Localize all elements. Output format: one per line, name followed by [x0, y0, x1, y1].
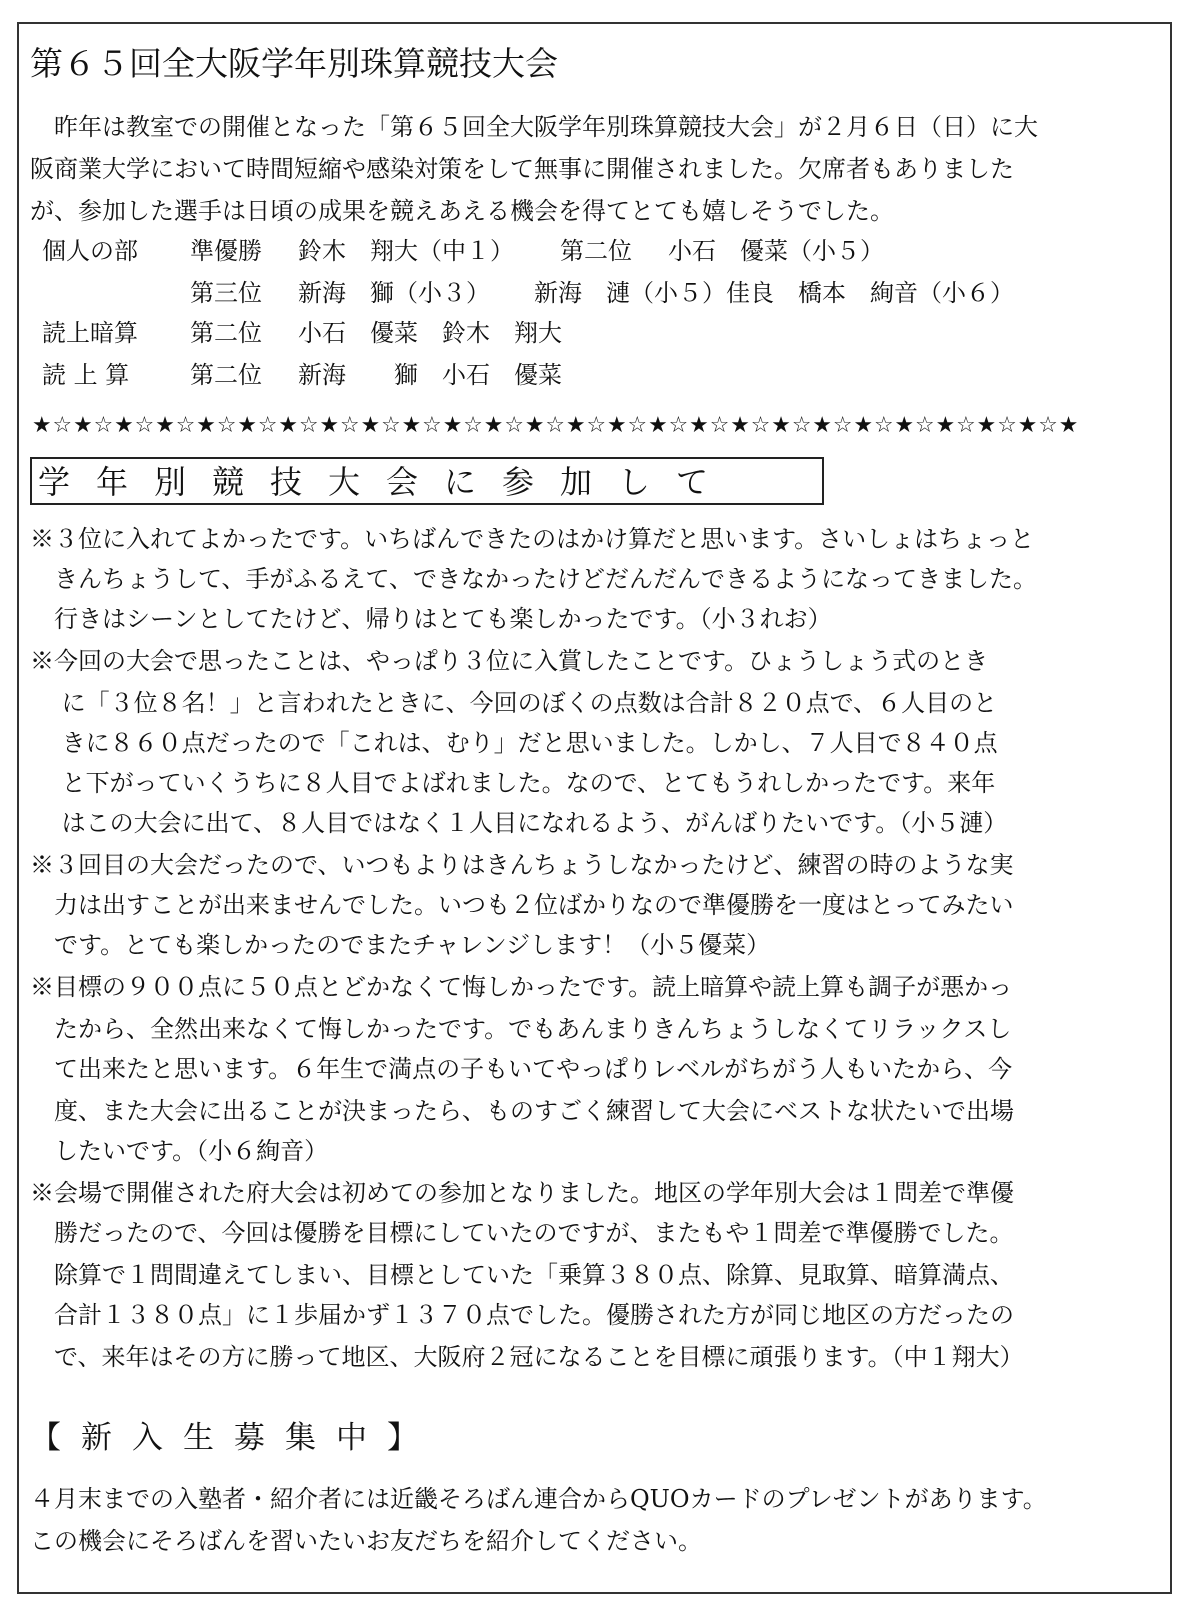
- yomiage-label: 読 上 算: [42, 361, 130, 389]
- comment-line: はこの大会に出て、８人目ではなく１人目になれるよう、がんばりたいです。（小５漣）: [30, 809, 1008, 837]
- anzan-rank: 第二位: [190, 319, 262, 347]
- comment-line: で、来年はその方に勝って地区、大阪府２冠になることを目標に頑張ります。（中１翔大）: [30, 1343, 1024, 1371]
- intro-line-3: が、参加した選手は日頃の成果を競えあえる機会を得てとても嬉しそうでした。: [30, 197, 894, 225]
- comment-line: ※３回目の大会だったので、いつもよりはきんちょうしなかったけど、練習の時のような実: [30, 851, 1014, 879]
- comment-line: に「３位８名！」と言われたときに、今回のぼくの点数は合計８２０点で、６人目のと: [30, 689, 998, 717]
- recruit-line-1: ４月末までの入塾者・紹介者には近畿そろばん連合からQUOカードのプレゼントがあります。: [30, 1485, 1047, 1513]
- comment-line: です。とても楽しかったのでまたチャレンジします！（小５優菜）: [30, 931, 771, 959]
- yomiage-names: 新海 獅 小石 優菜: [298, 361, 562, 389]
- comment-line: したいです。（小６絢音）: [30, 1137, 329, 1165]
- individual-label: 個人の部: [42, 237, 138, 265]
- section-heading: 学年別競技大会に参加して: [38, 463, 735, 501]
- intro-line-2: 阪商業大学において時間短縮や感染対策をして無事に開催されました。欠席者もありました: [30, 155, 1014, 183]
- anzan-label: 読上暗算: [42, 319, 138, 347]
- recruit-heading: 【新入生募集中】: [30, 1420, 438, 1456]
- intro-line-1: 昨年は教室での開催となった「第６５回全大阪学年別珠算競技大会」が２月６日（日）に大: [30, 113, 1038, 141]
- comment-line: 合計１３８０点」に１歩届かず１３７０点でした。優勝された方が同じ地区の方だったの: [30, 1301, 1014, 1329]
- comment-line: 力は出すことが出来ませんでした。いつも２位ばかりなので準優勝を一度はとってみたい: [30, 891, 1014, 919]
- comment-line: たから、全然出来なくて悔しかったです。でもあんまりきんちょうしなくてリラックスし: [30, 1015, 1012, 1043]
- comment-line: 度、また大会に出ることが決まったら、ものすごく練習して大会にベストな状たいで出場: [30, 1097, 1014, 1125]
- yomiage-rank: 第二位: [190, 361, 262, 389]
- individual-rank-2: 第二位: [560, 237, 632, 265]
- comment-line: ※目標の９００点に５０点とどかなくて悔しかったです。読上暗算や読上算も調子が悪かっ: [30, 973, 1013, 1001]
- individual-name-1: 鈴木 翔大（中１）: [298, 237, 514, 265]
- recruit-line-2: この機会にそろばんを習いたいお友だちを紹介してください。: [30, 1527, 702, 1555]
- individual-name-4: 新海 漣（小５）佳良 橋本 絢音（小６）: [534, 279, 1014, 307]
- comment-line: きんちょうして、手がふるえて、できなかったけどだんだんできるようになってきました。: [30, 565, 1038, 593]
- comment-line: と下がっていくうちに８人目でよばれました。なので、とてもうれしかったです。来年: [30, 769, 996, 797]
- comment-line: ※今回の大会で思ったことは、やっぱり３位に入賞したことです。ひょうしょう式のとき: [30, 647, 989, 675]
- individual-name-3: 新海 獅（小３）: [298, 279, 490, 307]
- comment-line: ※会場で開催された府大会は初めての参加となりました。地区の学年別大会は１問差で準優: [30, 1179, 1014, 1207]
- page-title: 第６５回全大阪学年別珠算競技大会: [30, 44, 558, 83]
- comment-line: 行きはシーンとしてたけど、帰りはとても楽しかったです。（小３れお）: [30, 605, 832, 633]
- anzan-names: 小石 優菜 鈴木 翔大: [298, 319, 562, 347]
- comment-line: 勝だったので、今回は優勝を目標にしていたのですが、またもや１問差で準優勝でした。: [30, 1219, 1014, 1247]
- comment-line: 除算で１問間違えてしまい、目標としていた「乗算３８０点、除算、見取算、暗算満点、: [30, 1261, 1014, 1289]
- star-divider: ★☆★☆★☆★☆★☆★☆★☆★☆★☆★☆★☆★☆★☆★☆★☆★☆★☆★☆★☆★☆★☆★☆★☆★☆★☆★: [32, 413, 1080, 438]
- comment-line: て出来たと思います。６年生で満点の子もいてやっぱりレベルがちがう人もいたから、今: [30, 1055, 1013, 1083]
- section-heading-box: [30, 457, 824, 505]
- individual-name-2: 小石 優菜（小５）: [668, 237, 884, 265]
- comment-line: きに８６０点だったので「これは、むり」だと思いました。しかし、７人目で８４０点: [30, 729, 998, 757]
- individual-rank-3: 第三位: [190, 279, 262, 307]
- comment-line: ※３位に入れてよかったです。いちばんできたのはかけ算だと思います。さいしょはちょっと: [30, 525, 1035, 553]
- individual-rank-1: 準優勝: [190, 237, 262, 265]
